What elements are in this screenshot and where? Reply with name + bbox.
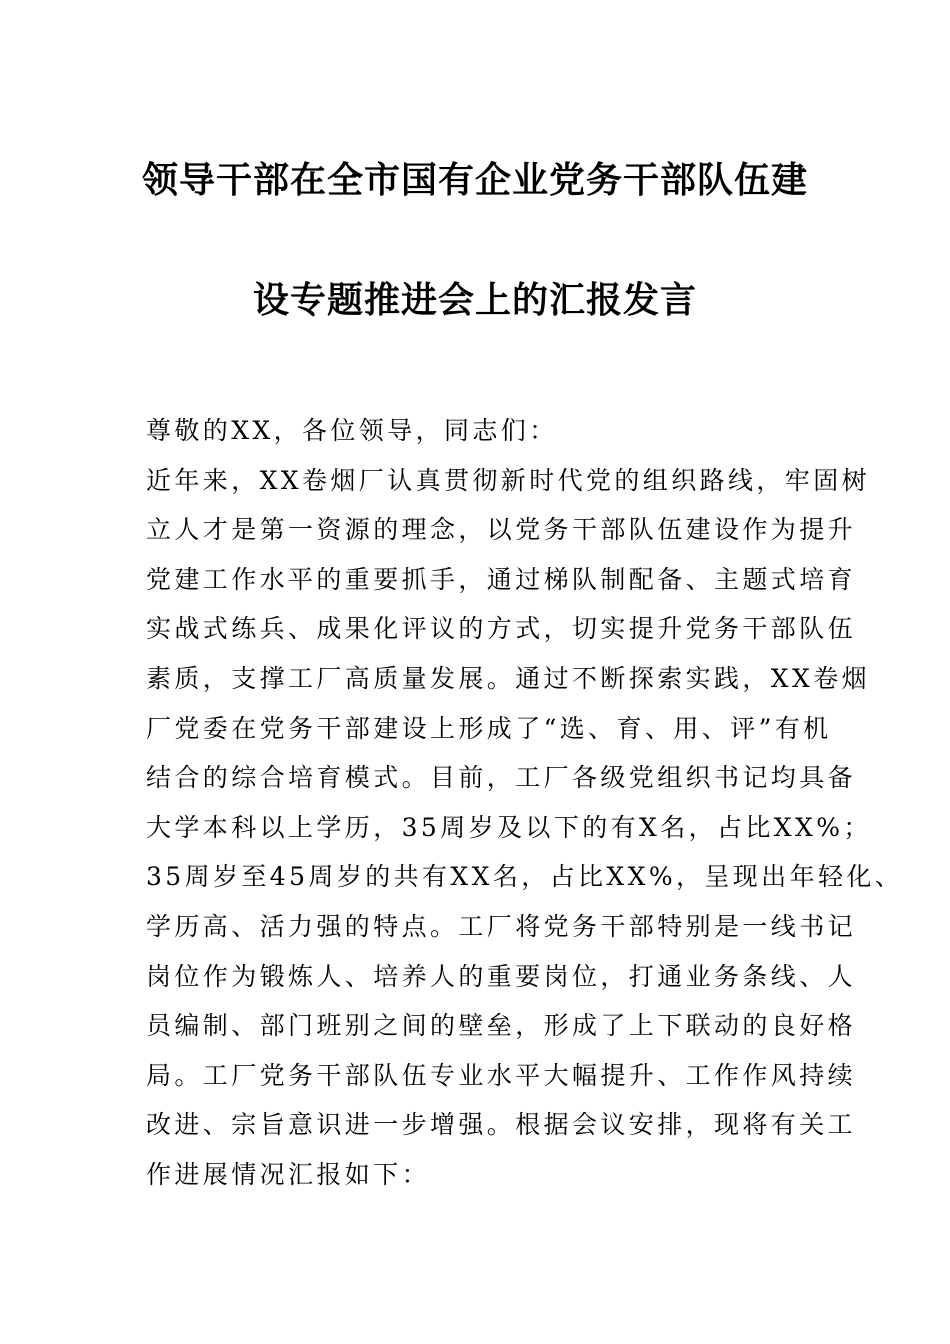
paragraph-line: 岗位作为锻炼人、培养人的重要岗位，打通业务条线、人	[146, 961, 857, 991]
document-title-line-2: 设专题推进会上的汇报发言	[252, 279, 697, 321]
paragraph-line: 党建工作水平的重要抓手，通过梯队制配备、主题式培育	[146, 564, 857, 594]
document-body	[146, 406, 904, 1200]
paragraph-line: 厂党委在党务干部建设上形成了“选、育、用、评”有机	[146, 713, 832, 743]
paragraph-line: 大学本科以上学历，35周岁及以下的有X名，占比XX%；	[146, 812, 872, 842]
document-title-line-1: 领导干部在全市国有企业党务干部队伍建	[141, 159, 808, 201]
paragraph-line: 立人才是第一资源的理念，以党务干部队伍建设作为提升	[146, 515, 857, 545]
paragraph-line: 35周岁至45周岁的共有XX名，占比XX%，呈现出年轻化、	[146, 862, 904, 892]
paragraph-line: 学历高、活力强的特点。工厂将党务干部特别是一线书记	[146, 911, 857, 941]
salutation: 尊敬的XX，各位领导，同志们：	[146, 416, 558, 445]
paragraph-line: 实战式练兵、成果化评议的方式，切实提升党务干部队伍	[146, 614, 857, 644]
paragraph-line: 素质，支撑工厂高质量发展。通过不断探索实践，XX卷烟	[146, 663, 870, 693]
paragraph-line: 改进、宗旨意识进一步增强。根据会议安排，现将有关工	[146, 1110, 857, 1140]
paragraph-line: 员编制、部门班别之间的壁垒，形成了上下联动的良好格	[146, 1011, 857, 1041]
paragraph-line: 作进展情况汇报如下：	[146, 1159, 431, 1189]
paragraph-line: 局。工厂党务干部队伍专业水平大幅提升、工作作风持续	[146, 1060, 857, 1090]
paragraph-line: 结合的综合培育模式。目前，工厂各级党组织书记均具备	[146, 763, 857, 793]
paragraph-line: 近年来，XX卷烟厂认真贯彻新时代党的组织路线，牢固树	[146, 465, 870, 495]
